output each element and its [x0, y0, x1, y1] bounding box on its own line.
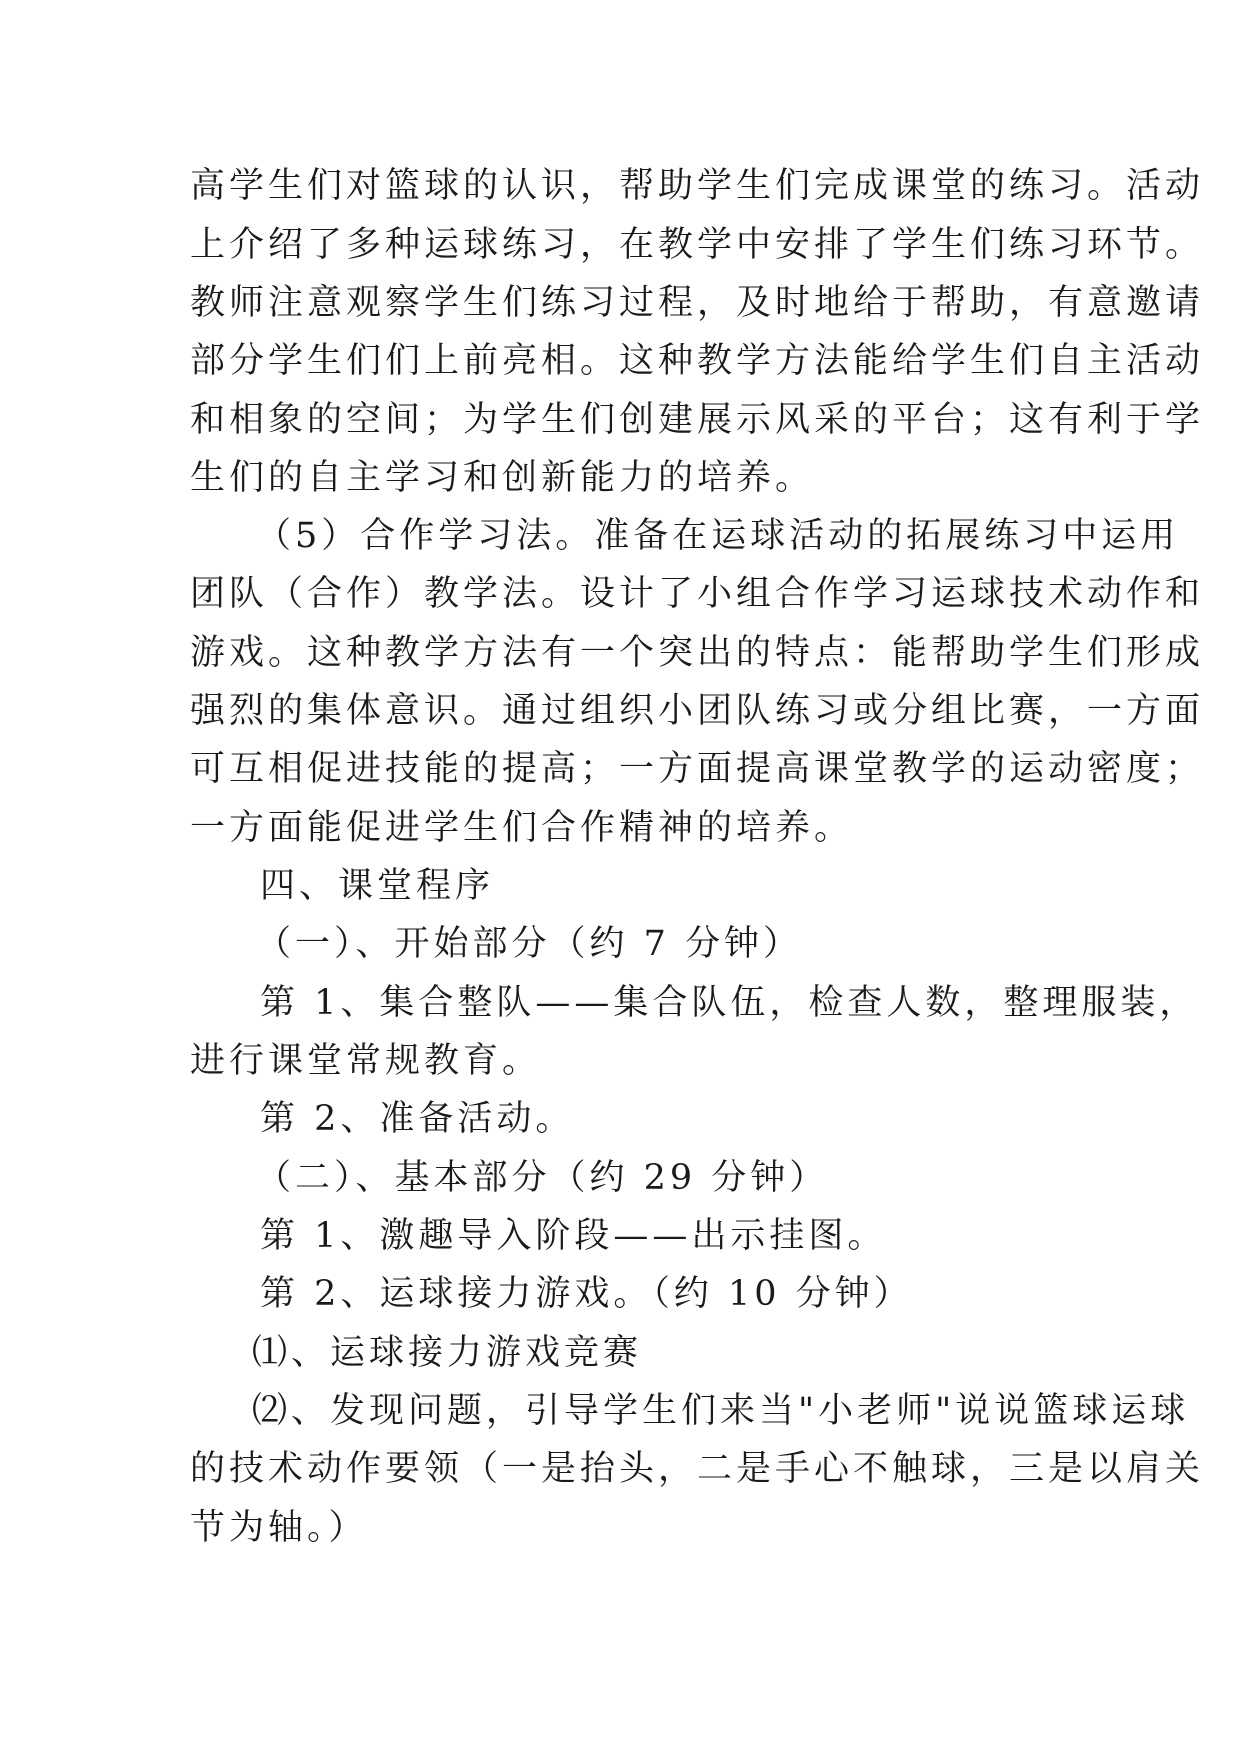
paragraph-line: 强烈的集体意识。通过组织小团队练习或分组比赛，一方面: [190, 691, 1205, 731]
paragraph-line: 第 1、激趣导入阶段——出示挂图。: [260, 1216, 887, 1256]
section-heading: 四、课堂程序: [260, 866, 495, 906]
paragraph-line: 节为轴。）: [190, 1508, 368, 1548]
paragraph-line: 可互相促进技能的提高；一方面提高课堂教学的运动密度；: [190, 749, 1205, 789]
paragraph-line: 的技术动作要领（一是抬头，二是手心不触球，三是以肩关: [190, 1449, 1205, 1489]
paragraph-line: 第 2、准备活动。: [260, 1099, 575, 1139]
list-item: ⑵、发现问题，引导学生们来当"小老师"说说篮球运球: [252, 1391, 1190, 1431]
paragraph-line: 部分学生们们上前亮相。这种教学方法能给学生们自主活动: [190, 341, 1205, 381]
list-item: ⑴、运球接力游戏竞赛: [252, 1333, 643, 1373]
paragraph-line: 上介绍了多种运球练习，在教学中安排了学生们练习环节。: [190, 225, 1205, 265]
paragraph-line: （5）合作学习法。准备在运球活动的拓展练习中运用: [256, 516, 1180, 556]
paragraph-line: 游戏。这种教学方法有一个突出的特点：能帮助学生们形成: [190, 633, 1205, 673]
paragraph-line: 生们的自主学习和创新能力的培养。: [190, 458, 815, 498]
paragraph-line: 和相象的空间；为学生们创建展示风采的平台；这有利于学: [190, 400, 1205, 440]
paragraph-line: 团队（合作）教学法。设计了小组合作学习运球技术动作和: [190, 574, 1205, 614]
subsection-heading: （一）、开始部分（约 7 分钟）: [256, 924, 803, 964]
paragraph-line: 一方面能促进学生们合作精神的培养。: [190, 808, 854, 848]
paragraph-line: 第 1、集合整队——集合队伍，检查人数，整理服装，: [260, 983, 1199, 1023]
paragraph-line: 第 2、运球接力游戏。（约 10 分钟）: [260, 1274, 913, 1314]
paragraph-line: 教师注意观察学生们练习过程，及时地给于帮助，有意邀请: [190, 283, 1205, 323]
paragraph-line: 高学生们对篮球的认识，帮助学生们完成课堂的练习。活动: [190, 166, 1205, 206]
subsection-heading: （二）、基本部分（约 29 分钟）: [256, 1158, 829, 1198]
paragraph-line: 进行课堂常规教育。: [190, 1041, 542, 1081]
